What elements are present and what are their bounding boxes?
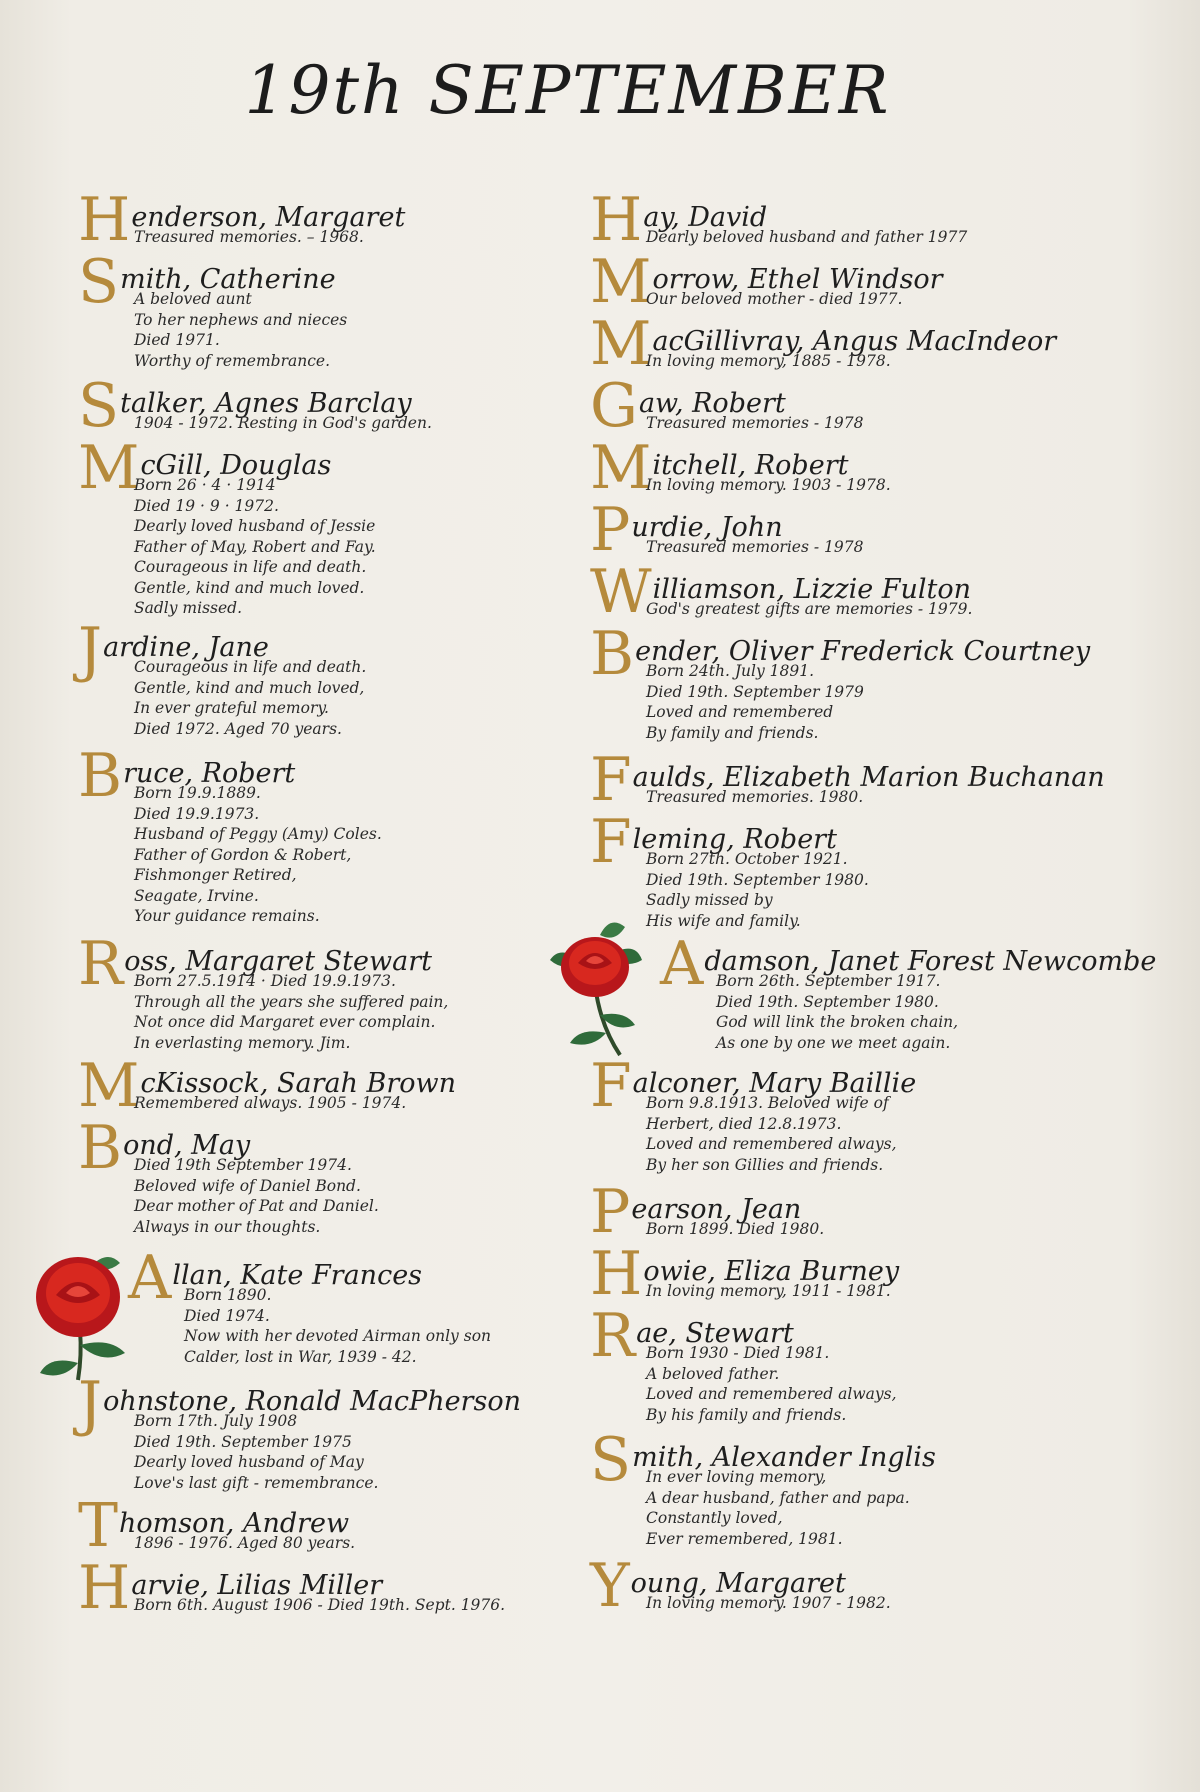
- entry-name: oung, Margaret: [630, 1568, 846, 1600]
- inscription-line: Loved and remembered: [646, 703, 834, 722]
- inscription-line: Born 26th. September 1917.: [716, 972, 941, 991]
- entry-name: talker, Agnes Barclay: [120, 388, 412, 420]
- inscription-line: God's greatest gifts are memories - 1979.: [646, 600, 973, 619]
- memorial-entry: [590, 433, 1170, 503]
- memorial-entry: [590, 309, 1170, 379]
- entry-name: aw, Robert: [638, 388, 786, 420]
- memorial-entry: [78, 929, 598, 1053]
- inscription-line: Now with her devoted Airman only son: [184, 1327, 492, 1346]
- inscription-line: Remembered always. 1905 - 1974.: [134, 1094, 407, 1113]
- inscription-line: Your guidance remains.: [134, 907, 320, 926]
- inscription-line: In loving memory, 1911 - 1981.: [646, 1282, 891, 1301]
- inscription-line: Our beloved mother - died 1977.: [646, 290, 903, 309]
- illuminated-initial: S: [590, 1425, 632, 1495]
- illuminated-initial: M: [590, 247, 652, 317]
- inscription-line: Died 19.9.1973.: [134, 804, 260, 823]
- inscription-line: Born 1899. Died 1980.: [646, 1220, 825, 1239]
- memorial-entry: [590, 619, 1170, 743]
- entry-inscription: [134, 783, 598, 927]
- inscription-line: In ever loving memory,: [646, 1468, 827, 1487]
- memorial-entry: [590, 1551, 1170, 1621]
- inscription-line: In everlasting memory. Jim.: [134, 1033, 351, 1052]
- illuminated-initial: B: [590, 619, 635, 689]
- inscription-line: 1896 - 1976. Aged 80 years.: [134, 1534, 356, 1553]
- entry-name: urdie, John: [631, 512, 783, 544]
- entry-name: orrow, Ethel Windsor: [652, 264, 943, 296]
- inscription-line: Through all the years she suffered pain,: [134, 992, 449, 1011]
- illuminated-initial: P: [590, 495, 631, 565]
- entry-name: arvie, Lilias Miller: [131, 1570, 383, 1602]
- rose-icon: [540, 915, 650, 1065]
- entry-name: damson, Janet Forest Newcombe: [704, 946, 1157, 978]
- memorial-entry: [590, 495, 1170, 565]
- entry-name: alconer, Mary Baillie: [632, 1068, 917, 1100]
- memorial-entry: [78, 1491, 598, 1561]
- inscription-line: Sadly missed by: [646, 891, 773, 910]
- illuminated-initial: H: [78, 1553, 131, 1623]
- illuminated-initial: M: [78, 1051, 140, 1121]
- inscription-line: In ever grateful memory.: [134, 699, 329, 718]
- entry-name: mith, Catherine: [120, 264, 336, 296]
- entry-inscription: [646, 227, 1170, 248]
- memorial-entry: [590, 371, 1170, 441]
- inscription-line: Born 6th. August 1906 - Died 19th. Sept. 1976.: [134, 1596, 506, 1615]
- inscription-line: Calder, lost in War, 1939 - 42.: [184, 1347, 417, 1366]
- inscription-line: God will link the broken chain,: [716, 1013, 959, 1032]
- entry-name: homson, Andrew: [119, 1508, 350, 1540]
- entry-inscription: [646, 849, 1170, 931]
- memorial-entry: [590, 185, 1170, 255]
- memorial-entry: [78, 615, 598, 739]
- inscription-line: Born 27th. October 1921.: [646, 850, 848, 869]
- entry-name: itchell, Robert: [652, 450, 849, 482]
- inscription-line: Dearly beloved husband and father 1977: [646, 228, 968, 247]
- entry-inscription: [646, 1343, 1170, 1425]
- memorial-entry: [78, 247, 598, 371]
- entry-inscription: [134, 657, 598, 739]
- illuminated-initial: H: [590, 185, 643, 255]
- illuminated-initial: B: [78, 1113, 123, 1183]
- inscription-line: Love's last gift - remembrance.: [134, 1473, 379, 1492]
- entry-inscription: [646, 599, 1170, 620]
- entry-name: llan, Kate Frances: [172, 1260, 423, 1292]
- entry-inscription: [646, 475, 1170, 496]
- inscription-line: Born 26 · 4 · 1914: [134, 476, 276, 495]
- inscription-line: Courageous in life and death.: [134, 658, 367, 677]
- memorial-entry: [590, 1051, 1170, 1175]
- memorial-entry: [590, 247, 1170, 317]
- illuminated-initial: J: [78, 615, 103, 685]
- memorial-entry: [590, 1425, 1170, 1549]
- inscription-line: Dearly loved husband of Jessie: [134, 517, 376, 536]
- illuminated-initial: W: [590, 557, 652, 627]
- inscription-line: Born 24th. July 1891.: [646, 662, 815, 681]
- inscription-line: His wife and family.: [646, 911, 801, 930]
- memorial-entry: [78, 741, 598, 927]
- memorial-entry: [78, 1113, 598, 1237]
- inscription-line: Died 1974.: [184, 1306, 270, 1325]
- inscription-line: Gentle, kind and much loved,: [134, 678, 365, 697]
- inscription-line: Died 19th September 1974.: [134, 1156, 352, 1175]
- illuminated-initial: F: [590, 745, 632, 815]
- illuminated-initial: P: [590, 1177, 631, 1247]
- illuminated-initial: B: [78, 741, 123, 811]
- inscription-line: Always in our thoughts.: [134, 1217, 321, 1236]
- inscription-line: Treasured memories - 1978: [646, 414, 864, 433]
- illuminated-initial: F: [590, 807, 632, 877]
- memorial-entry: [78, 1051, 598, 1121]
- inscription-line: Dearly loved husband of May: [134, 1453, 364, 1472]
- inscription-line: Fishmonger Retired,: [134, 866, 297, 885]
- illuminated-initial: R: [78, 929, 124, 999]
- inscription-line: Beloved wife of Daniel Bond.: [134, 1176, 361, 1195]
- inscription-line: Loved and remembered always,: [646, 1385, 897, 1404]
- inscription-line: Treasured memories - 1978: [646, 538, 864, 557]
- memorial-entry: [78, 185, 598, 255]
- entry-name: ender, Oliver Frederick Courtney: [635, 636, 1091, 668]
- inscription-line: Born 27.5.1914 · Died 19.9.1973.: [134, 972, 396, 991]
- inscription-line: In loving memory. 1907 - 1982.: [646, 1594, 891, 1613]
- inscription-line: A beloved father.: [646, 1364, 780, 1383]
- inscription-line: Died 19th. September 1975: [134, 1432, 352, 1451]
- inscription-line: Died 1971.: [134, 331, 220, 350]
- inscription-line: Died 19 · 9 · 1972.: [134, 496, 279, 515]
- inscription-line: Courageous in life and death.: [134, 558, 367, 577]
- entry-inscription: [646, 1219, 1170, 1240]
- inscription-line: Treasured memories. 1980.: [646, 788, 864, 807]
- illuminated-initial: M: [590, 433, 652, 503]
- entry-inscription: [646, 537, 1170, 558]
- memorial-entry: [78, 1369, 598, 1493]
- inscription-line: Gentle, kind and much loved.: [134, 578, 365, 597]
- entry-inscription: [646, 1281, 1170, 1302]
- memorial-entry: [590, 745, 1170, 815]
- memorial-entry: [590, 1177, 1170, 1247]
- inscription-line: To her nephews and nieces: [134, 310, 348, 329]
- inscription-line: Born 17th. July 1908: [134, 1412, 298, 1431]
- entry-name: earson, Jean: [631, 1194, 802, 1226]
- inscription-line: Born 19.9.1889.: [134, 784, 261, 803]
- inscription-line: Worthy of remembrance.: [134, 351, 330, 370]
- inscription-line: Born 1890.: [184, 1286, 272, 1305]
- inscription-line: Father of Gordon & Robert,: [134, 845, 352, 864]
- entry-inscription: [134, 1093, 598, 1114]
- memorial-entry: [590, 807, 1170, 931]
- entry-inscription: [646, 413, 1170, 434]
- memorial-entry: [660, 929, 1200, 1053]
- inscription-line: Died 19th. September 1979: [646, 682, 864, 701]
- inscription-line: Seagate, Irvine.: [134, 886, 259, 905]
- illuminated-initial: M: [78, 433, 140, 503]
- entry-inscription: [646, 1593, 1170, 1614]
- entry-inscription: [134, 1533, 598, 1554]
- entry-name: owie, Eliza Burney: [643, 1256, 900, 1288]
- illuminated-initial: Y: [590, 1551, 630, 1621]
- entry-inscription: [134, 289, 598, 371]
- inscription-line: Ever remembered, 1981.: [646, 1529, 843, 1548]
- inscription-line: By her son Gillies and friends.: [646, 1155, 884, 1174]
- entry-inscription: [134, 413, 598, 434]
- memorial-entry: [78, 1553, 598, 1623]
- inscription-line: Father of May, Robert and Fay.: [134, 537, 376, 556]
- illuminated-initial: R: [590, 1301, 636, 1371]
- entry-name: illiamson, Lizzie Fulton: [652, 574, 972, 606]
- inscription-line: A beloved aunt: [134, 290, 252, 309]
- rose-icon: [20, 1245, 140, 1385]
- inscription-line: Died 19th. September 1980.: [716, 992, 939, 1011]
- entry-name: mith, Alexander Inglis: [632, 1442, 936, 1474]
- inscription-line: Treasured memories. – 1968.: [134, 228, 364, 247]
- illuminated-initial: A: [128, 1243, 172, 1313]
- entry-inscription: [134, 475, 598, 619]
- entry-name: ond, May: [123, 1130, 251, 1162]
- inscription-line: Sadly missed.: [134, 599, 243, 618]
- inscription-line: Herbert, died 12.8.1973.: [646, 1114, 842, 1133]
- inscription-line: 1904 - 1972. Resting in God's garden.: [134, 414, 432, 433]
- inscription-line: Died 19th. September 1980.: [646, 870, 869, 889]
- entry-name: ay, David: [643, 202, 768, 234]
- inscription-line: Not once did Margaret ever complain.: [134, 1013, 436, 1032]
- illuminated-initial: M: [590, 309, 652, 379]
- inscription-line: By family and friends.: [646, 723, 819, 742]
- illuminated-initial: H: [590, 1239, 643, 1309]
- inscription-line: A dear husband, father and papa.: [646, 1488, 910, 1507]
- entry-name: leming, Robert: [632, 824, 837, 856]
- entry-name: oss, Margaret Stewart: [124, 946, 432, 978]
- inscription-line: Loved and remembered always,: [646, 1135, 897, 1154]
- inscription-line: Died 1972. Aged 70 years.: [134, 719, 342, 738]
- entry-name: ardine, Jane: [103, 632, 269, 664]
- entry-name: ohnstone, Ronald MacPherson: [103, 1386, 521, 1418]
- entry-name: aulds, Elizabeth Marion Buchanan: [632, 762, 1105, 794]
- inscription-line: Husband of Peggy (Amy) Coles.: [134, 825, 382, 844]
- memorial-entry: [590, 557, 1170, 627]
- memorial-entry: [590, 1301, 1170, 1425]
- entry-name: ae, Stewart: [636, 1318, 794, 1350]
- memorial-entry: [78, 371, 598, 441]
- illuminated-initial: J: [78, 1369, 103, 1439]
- inscription-line: Constantly loved,: [646, 1509, 783, 1528]
- inscription-line: Born 1930 - Died 1981.: [646, 1344, 830, 1363]
- entry-inscription: [134, 1155, 598, 1237]
- illuminated-initial: S: [78, 247, 120, 317]
- inscription-line: As one by one we meet again.: [716, 1033, 951, 1052]
- inscription-line: Born 9.8.1913. Beloved wife of: [646, 1094, 889, 1113]
- illuminated-initial: A: [660, 929, 704, 999]
- entry-name: cKissock, Sarah Brown: [140, 1068, 457, 1100]
- illuminated-initial: T: [78, 1491, 119, 1561]
- illuminated-initial: F: [590, 1051, 632, 1121]
- illuminated-initial: G: [590, 371, 638, 441]
- entry-name: enderson, Margaret: [131, 202, 406, 234]
- illuminated-initial: H: [78, 185, 131, 255]
- entry-inscription: [134, 971, 598, 1053]
- entry-name: ruce, Robert: [123, 758, 296, 790]
- entry-name: cGill, Douglas: [140, 450, 332, 482]
- memorial-entry: [590, 1239, 1170, 1309]
- inscription-line: Dear mother of Pat and Daniel.: [134, 1197, 379, 1216]
- entry-inscription: [134, 1595, 598, 1616]
- inscription-line: By his family and friends.: [646, 1405, 847, 1424]
- entry-name: acGillivray, Angus MacIndeor: [652, 326, 1057, 358]
- inscription-line: In loving memory. 1903 - 1978.: [646, 476, 891, 495]
- inscription-line: In loving memory, 1885 - 1978.: [646, 352, 891, 371]
- memorial-entry: [128, 1243, 648, 1371]
- illuminated-initial: S: [78, 371, 120, 441]
- page-title: 19th SEPTEMBER: [244, 52, 891, 129]
- memorial-entry: [78, 433, 598, 619]
